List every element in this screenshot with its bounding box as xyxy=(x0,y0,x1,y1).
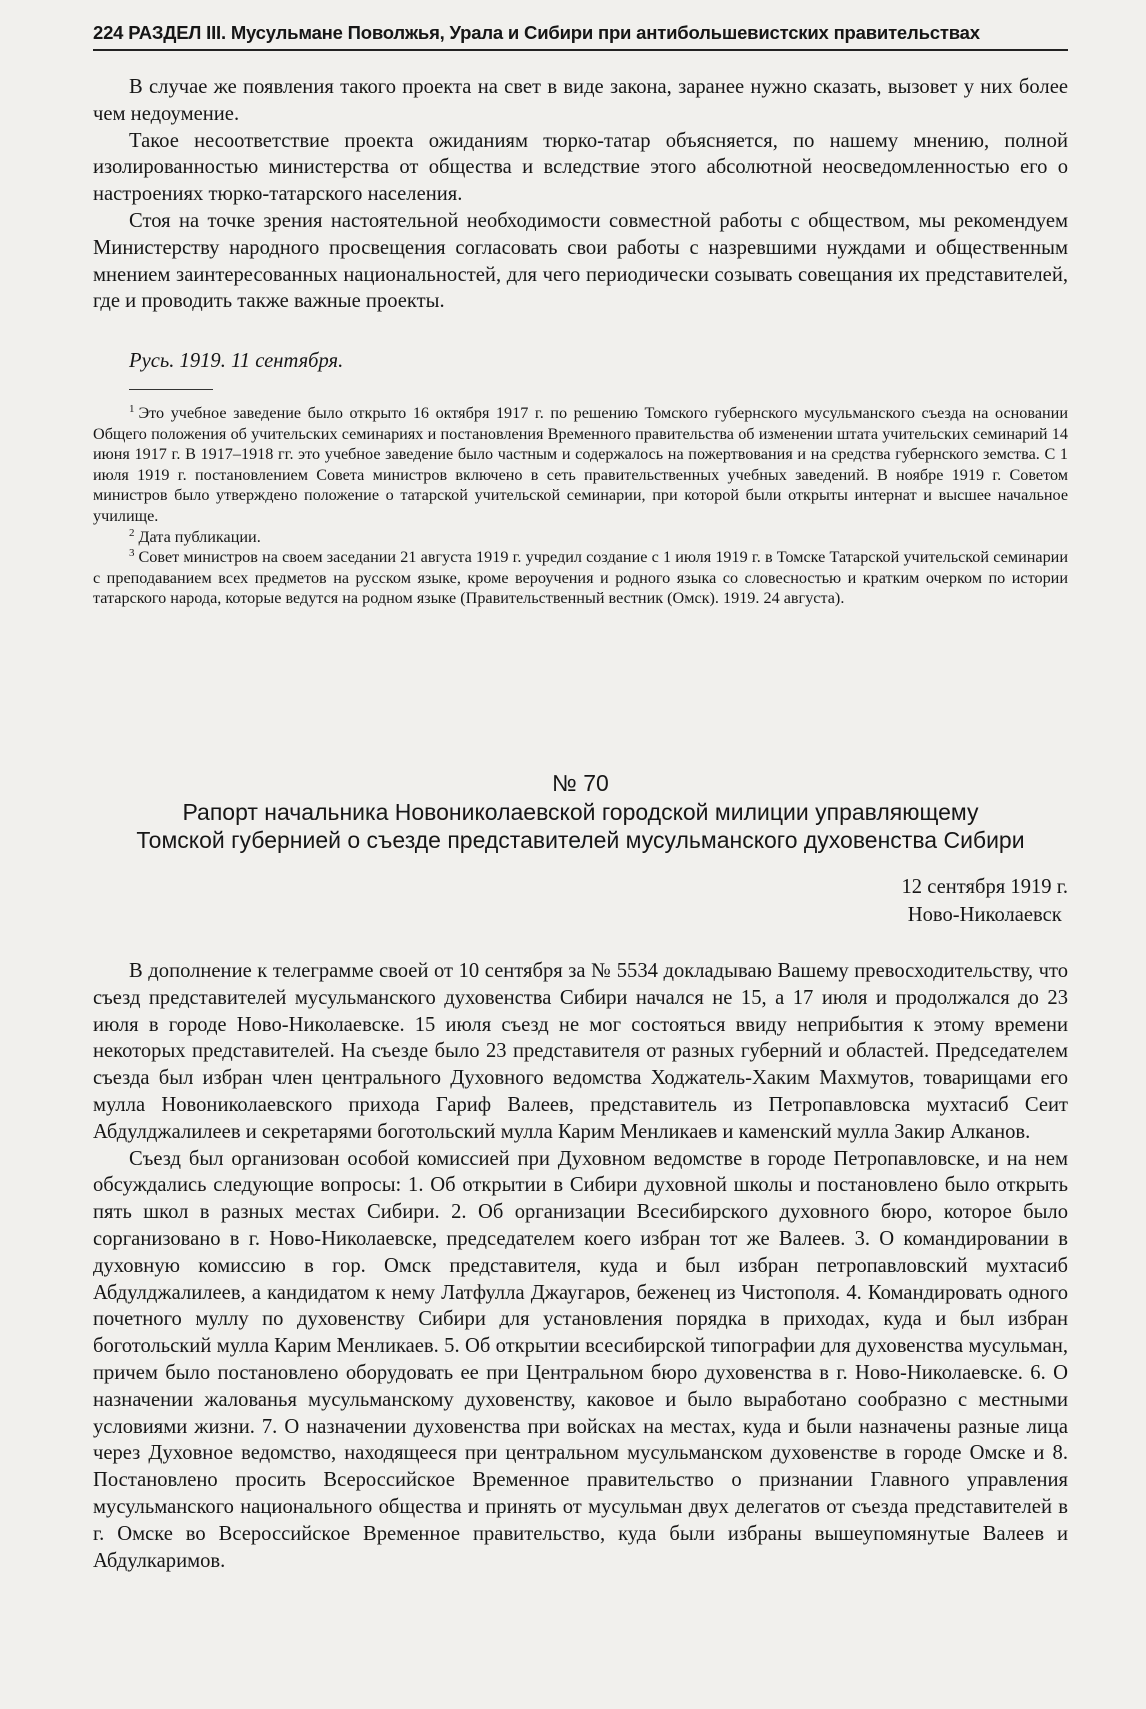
footnote-text: Дата публикации. xyxy=(138,527,261,546)
footnote xyxy=(93,403,1068,527)
footnote xyxy=(93,547,1068,609)
running-title: РАЗДЕЛ III. Мусульмане Поволжья, Урала и Сибири при антибольшевистских правительствах xyxy=(128,22,980,43)
footnote-rule xyxy=(129,389,213,390)
footnote-mark: 1 xyxy=(129,403,135,415)
previous-document-text xyxy=(93,74,1068,315)
document-title xyxy=(93,798,1068,854)
document-body xyxy=(93,958,1068,1574)
footnote-text: Это учебное заведение было открыто 16 октября 1917 г. по решению Томского губернского мусульманского съезда на основании Общего положения об учительских семинариях и постановления Временного правительства об изменении штата учительских семинарий 14 июня 1917 г. В 1917–1918 гг. это учебное заведение было частным и содержалось на пожертвования и на средства губернского земства. С 1 июля 1919 г. постановлением Совета министров включено в сеть правительственных учебных заведений. В ноябре 1919 г. Советом министров было утверждено положение о татарской учительской семинарии, при которой были открыты интернат и высшее начальное училище. xyxy=(93,404,1068,525)
paragraph: В случае же появления такого проекта на свет в виде закона, заранее нужно сказать, вызовет у них более чем недоумение. xyxy=(93,76,1068,125)
header-rule xyxy=(93,49,1068,51)
footnote xyxy=(93,527,1068,548)
running-header xyxy=(93,22,1068,44)
footnote-mark: 2 xyxy=(129,526,135,539)
document-date-place xyxy=(902,873,1069,929)
document-title-line: Томской губернией о съезде представителей мусульманского духовенства Сибири xyxy=(136,827,1025,853)
paragraph: Стоя на точке зрения настоятельной необходимости совместной работы с обществом, мы рекомендуем Министерству народного просвещения согласовать свои работы с назревшими нуждами и общественным мнением заинтересованных национальностей, для чего периодически созывать совещания их представителей, где и проводить также важные проекты. xyxy=(93,209,1068,313)
paragraph: Съезд был организован особой комиссией при Духовном ведомстве в городе Петропавловске, и на нем обсуждались следующие вопросы: 1. Об открытии в Сибири духовной школы и постановлено было открыть пять школ в разных местах Сибири. 2. Об организации Всесибирского духовного бюро, которое было сорганизовано в г. Ново-Николаевске, председателем коего избран тот же Валеев. 3. О командировании в духовную комиссию в гор. Омск представителя, куда и был избран петропавловский мухтасиб Абдулджалилеев, а кандидатом к нему Латфулла Джаугаров, беженец из Чистополя. 4. Командировать одного почетного муллу по духовенству Сибири для установления порядка в приходах, куда и был избран боготольский мулла Карим Менликаев. 5. Об открытии всесибирской типографии для духовенства мусульман, причем было постановлено оборудовать ее при Центральном бюро духовенства в г. Ново-Николаевске. 6. О назначении жалованья мусульманскому духовенству, каковое и было выработано сообразно с местными условиями жизни. 7. О назначении духовенства при войсках на местах, куда и были назначены разные лица через Духовное ведомство, находящееся при центральном мусульманском духовенстве в городе Омске и 8. Постановлено просить Всероссийское Временное правительство о признании Главного управления мусульманского национального общества и принять от мусульман двух делегатов от съезда представителей в г. Омске во Всероссийское Временное правительство, куда были избраны вышеупомянутые Валеев и Абдулкаримов. xyxy=(93,1147,1068,1572)
page-number: 224 xyxy=(93,22,124,43)
document-title-line: Рапорт начальника Новониколаевской городской милиции управляющему xyxy=(182,799,979,825)
footnote-text: Совет министров на своем заседании 21 августа 1919 г. учредил создание с 1 июля 1919 г. в Томске Татарской учительской семинарии с преподаванием всех предметов на русском языке, кроме вероучения и родного языка со словесностью и кратким очерком по истории татарского народа, которые ведутся на родном языке (Правительственный вестник (Омск). 1919. 24 августа). xyxy=(93,548,1068,608)
paragraph: В дополнение к телеграмме своей от 10 сентября за № 5534 докладываю Вашему превосходительству, что съезд представителей мусульманского духовенства Сибири начался не 15, а 17 июля и продолжался до 23 июля в городе Ново-Николаевске. 15 июля съезд не мог состояться ввиду неприбытия к этому времени некоторых представителей. На съезде было 23 представителя от разных губерний и областей. Председателем съезда был избран член центрального Духовного ведомства Ходжатель-Хаким Махмутов, товарищами его мулла Новониколаевского прихода Гариф Валеев, представитель из Петропавловска мухтасиб Сеит Абдулджалилеев и секретарями боготольский мулла Карим Менликаев и каменский мулла Закир Алканов. xyxy=(93,960,1068,1143)
document-number: № 70 xyxy=(552,770,609,796)
document-date: 12 сентября 1919 г. xyxy=(901,876,1068,898)
signoff-source-date: Русь. 1919. 11 сентября. xyxy=(129,350,344,372)
paragraph: Такое несоответствие проекта ожиданиям тюрко-татар объясняется, по нашему мнению, полной изолированностью министерства от общества и вследствие этого абсолютной неосведомленностью его о настроениях тюрко-татарского населения. xyxy=(93,129,1068,206)
footnotes xyxy=(93,403,1068,609)
footnote-mark: 3 xyxy=(129,547,135,560)
document-place: Ново-Николаевск xyxy=(907,904,1062,926)
